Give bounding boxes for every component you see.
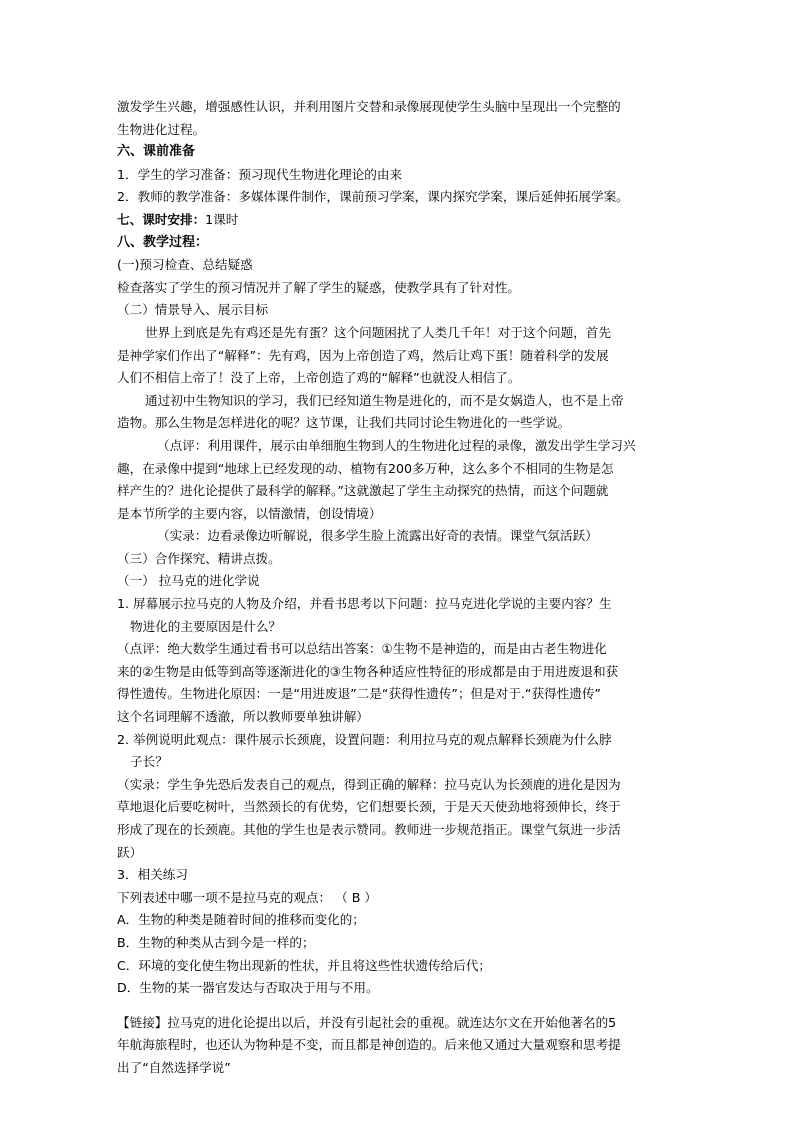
answer-option: A．生物的种类是随着时间的推移而变化的； <box>117 912 365 928</box>
text-line: （实录：学生争先恐后发表自己的观点，得到正确的解释：拉马克认为长颈鹿的进化是因为 <box>117 776 621 792</box>
text-line: （二）情景导入、展示目标 <box>117 302 269 318</box>
text-line: 来的②生物是由低等到高等逐渐进化的③生物各种适应性特征的形成都是由于用进废退和获 <box>117 663 619 679</box>
text-line: 趣，在录像中提到“地球上已经发现的动、植物有200多万种，这么多个不相同的生物是怎 <box>117 460 614 476</box>
text-line: 3．相关练习 <box>117 867 188 883</box>
text-line: 【链接】拉马克的进化论提出以后，并没有引起社会的重视。就连达尔文在开始他著名的5 <box>117 1014 617 1030</box>
text-line: 子长？ <box>130 754 168 770</box>
section-heading: 六、课前准备 <box>117 144 196 160</box>
text-line: 跃） <box>117 844 143 860</box>
answer-option: C．环境的变化使生物出现新的性状，并且将这些性状遗传给后代； <box>117 957 492 973</box>
text-line: (一)预习检查、总结疑惑 <box>117 257 253 273</box>
text-line: 草地退化后要吃树叶，当然颈长的有优势，它们想要长颈，于是天天使劲地将颈伸长，终于 <box>117 799 621 815</box>
text-line: （三）合作探究、精讲点拨。 <box>117 550 281 566</box>
text-line: 2. 举例说明此观点：课件展示长颈鹿，设置问题：利用拉马克的观点解释长颈鹿为什么脖 <box>117 731 612 747</box>
answer-option: B．生物的种类从古到今是一样的； <box>117 934 315 950</box>
section-heading: 七、课时安排： <box>117 211 206 227</box>
text-line: 激发学生兴趣，增强感性认识，并利用图片交替和录像展现使学生头脑中呈现出一个完整的 <box>117 99 621 114</box>
section-heading: 八、教学过程： <box>117 234 209 250</box>
text-line: 形成了现在的长颈鹿。其他的学生也是表示赞同。教师进一步规范指正。课堂气氛进一步活 <box>117 822 621 837</box>
spacer <box>117 1000 677 1012</box>
text-line: 这个名词理解不透澈，所以教师要单独讲解） <box>117 709 369 725</box>
text-line: （点评：利用课件，展示由单细胞生物到人的生物进化过程的录像，激发出学生学习兴 <box>157 437 636 453</box>
text-line: 2．教师的教学准备：多媒体课件制作，课前预习学案，课内探究学案，课后延伸拓展学案。 <box>117 189 629 205</box>
section-heading-class-hours <box>117 209 677 232</box>
text-line: （实录：边看录像边听解说，很多学生脸上流露出好奇的表情。课堂气氛活跃） <box>157 528 598 544</box>
text-line: 人们不相信上帝了！没了上帝，上帝创造了鸡的“解释”也就没人相信了。 <box>117 370 521 386</box>
text-line: 出了“自然选择学说” <box>117 1059 231 1075</box>
text-line: 造物。那么生物是怎样进化的呢？这节课，让我们共同讨论生物进化的一些学说。 <box>117 415 571 431</box>
text-line: （点评：绝大数学生通过看书可以总结出答案：①生物不是神造的，而是由古老生物进化 <box>117 641 607 657</box>
question-stem: 下列表述中哪一项不是拉马克的观点： （ B ） <box>117 889 377 905</box>
text-line: 生物进化过程。 <box>117 121 206 137</box>
text-line: 得性遗传。生物进化原因：一是“用进废退”二是“获得性遗传”；但是对于.“获得性遗传” <box>117 686 601 702</box>
text-line: 检查落实了学生的预习情况并了解了学生的疑惑，使教学具有了针对性。 <box>117 279 520 295</box>
text-line: 世界上到底是先有鸡还是先有蛋？这个问题困扰了人类几千年！对于这个问题，首先 <box>145 324 611 340</box>
text-line: 1. 屏幕展示拉马克的人物及介绍，并看书思考以下问题：拉马克进化学说的主要内容？生 <box>117 596 612 612</box>
document-page <box>117 96 677 1080</box>
text-line: （一） 拉马克的进化学说 <box>117 573 260 589</box>
answer-option: D．生物的某一器官发达与否取决于用与不用。 <box>117 980 379 996</box>
text-line: 通过初中生物知识的学习，我们已经知道生物是进化的，而不是女娲造人，也不是上帝 <box>145 392 624 408</box>
text-line: 年航海旅程时，也还认为物种是不变，而且都是神创造的。后来他又通过大量观察和思考提 <box>117 1037 621 1053</box>
text-line: 1．学生的学习准备：预习现代生物进化理论的由来 <box>117 166 403 182</box>
text-value: 1课时 <box>205 211 239 227</box>
text-line: 是神学家们作出了“解释”：先有鸡，因为上帝创造了鸡，然后让鸡下蛋！随着科学的发展 <box>117 347 609 363</box>
text-line: 物进化的主要原因是什么？ <box>130 618 282 634</box>
text-line: 是本节所学的主要内容，以情激情，创设情境） <box>117 505 382 521</box>
text-line: 样产生的？进化论提供了最科学的解释。”这就激起了学生主动探究的热情，而这个问题就 <box>117 483 609 499</box>
